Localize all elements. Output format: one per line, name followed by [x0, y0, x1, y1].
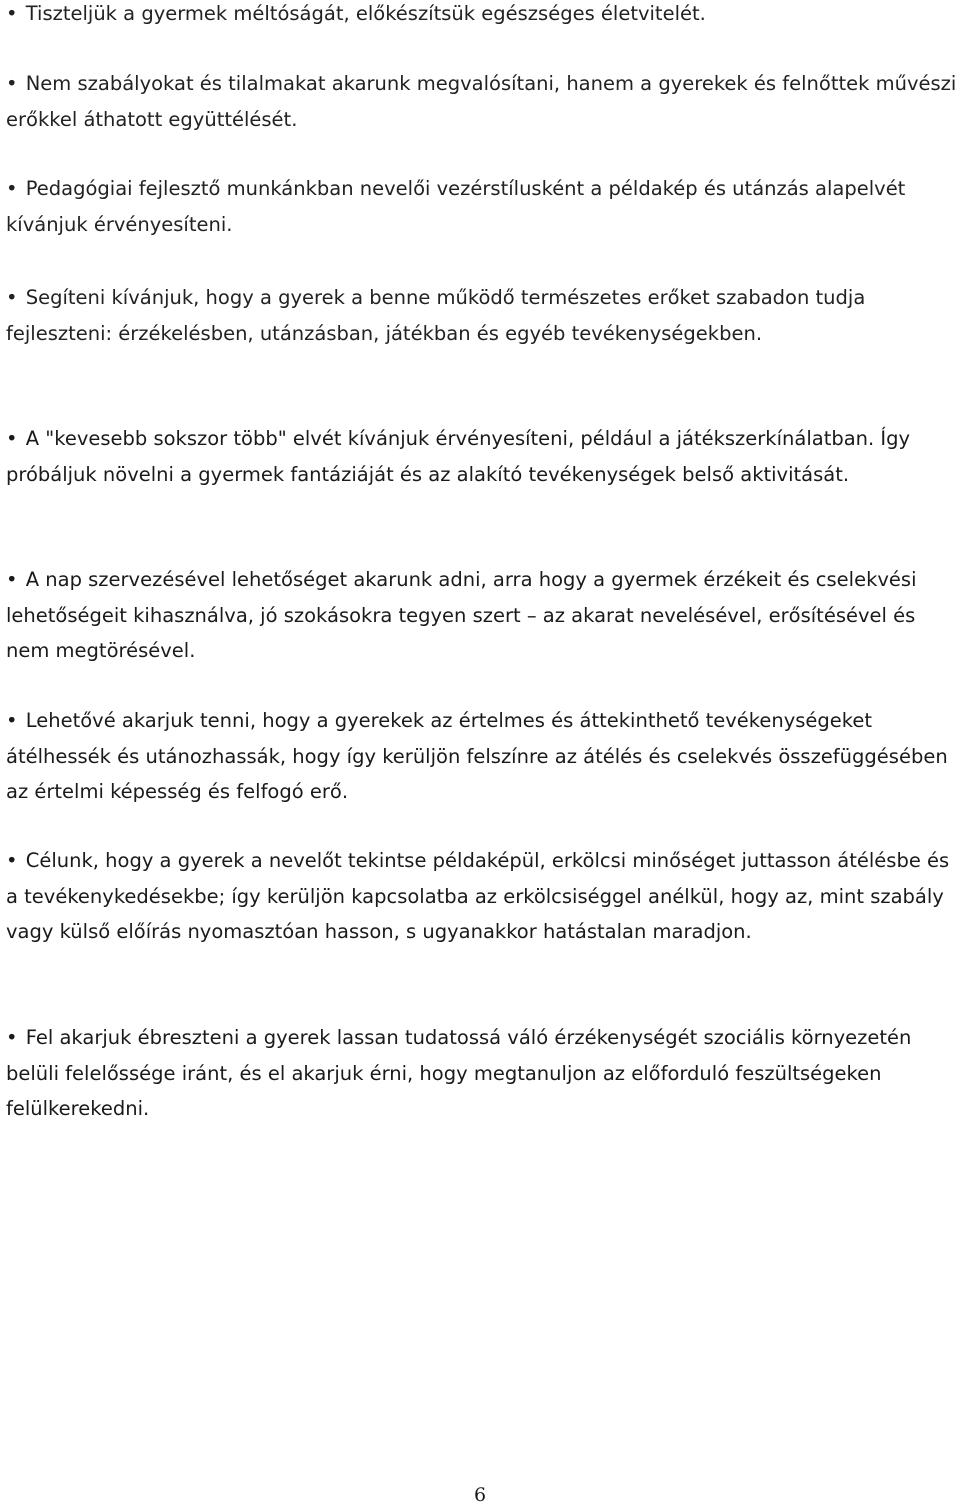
paragraph-text: Célunk, hogy a gyerek a nevelőt tekintse példaképül, erkölcsi minőséget juttasson átélésbe és a tevékenykedésekbe; így kerüljön kapcsolatba az erkölcsiséggel anélkül, hogy az, mint szabály vagy külső előírás nyomasztóan hasson, s ugyanakkor hatástalan maradjon.: [6, 849, 950, 943]
bullet-paragraph-5: [6, 421, 958, 492]
paragraph-text: Fel akarjuk ébreszteni a gyerek lassan tudatossá váló érzékenységét szociális környezetén belüli felelőssége iránt, és el akarjuk érni, hogy megtanuljon az előforduló feszültségeken felülkerekedni.: [6, 1026, 912, 1120]
bullet-paragraph-6: [6, 562, 958, 669]
paragraph-text: Segíteni kívánjuk, hogy a gyerek a benne működő természetes erőket szabadon tudja fejleszteni: érzékelésben, utánzásban, játékban és egyéb tevékenységekben.: [6, 286, 866, 345]
bullet-paragraph-3: [6, 171, 958, 242]
paragraph-text: A nap szervezésével lehetőséget akarunk adni, arra hogy a gyermek érzékeit és cselekvési lehetőségeit kihasználva, jó szokásokra tegyen szert – az akarat nevelésével, erősítésével és nem megtörésével.: [6, 568, 917, 662]
paragraph-text: Tiszteljük a gyermek méltóságát, előkészítsük egészséges életvitelét.: [25, 2, 706, 25]
paragraph-text: Pedagógiai fejlesztő munkánkban nevelői vezérstílusként a példakép és utánzás alapelvét kívánjuk érvényesíteni.: [6, 177, 906, 236]
bullet-paragraph-4: [6, 280, 958, 351]
bullet-icon: •: [6, 849, 18, 872]
bullet-paragraph-7: [6, 703, 958, 810]
bullet-paragraph-9: [6, 1020, 958, 1127]
bullet-icon: •: [6, 427, 18, 450]
bullet-icon: •: [6, 2, 18, 25]
paragraph-text: Nem szabályokat és tilalmakat akarunk megvalósítani, hanem a gyerekek és felnőttek művészi erőkkel áthatott együttélését.: [6, 72, 957, 131]
bullet-icon: •: [6, 1026, 18, 1049]
bullet-icon: •: [6, 72, 18, 95]
page-number: 6: [473, 1484, 487, 1506]
bullet-icon: •: [6, 177, 18, 200]
bullet-icon: •: [6, 709, 18, 732]
bullet-paragraph-2: [6, 66, 958, 137]
paragraph-text: A "kevesebb sokszor több" elvét kívánjuk érvényesíteni, például a játékszerkínálatban. Így próbáljuk növelni a gyermek fantáziáját és az alakító tevékenységek belső aktivitását.: [6, 427, 911, 486]
bullet-icon: •: [6, 568, 18, 591]
bullet-paragraph-8: [6, 843, 958, 950]
paragraph-text: Lehetővé akarjuk tenni, hogy a gyerekek az értelmes és áttekinthető tevékenységeket átélhessék és utánozhassák, hogy így kerüljön felszínre az átélés és cselekvés összefüggésében az értelmi képesség és felfogó erő.: [6, 709, 948, 803]
bullet-paragraph-1: [6, 0, 958, 32]
bullet-icon: •: [6, 286, 18, 309]
